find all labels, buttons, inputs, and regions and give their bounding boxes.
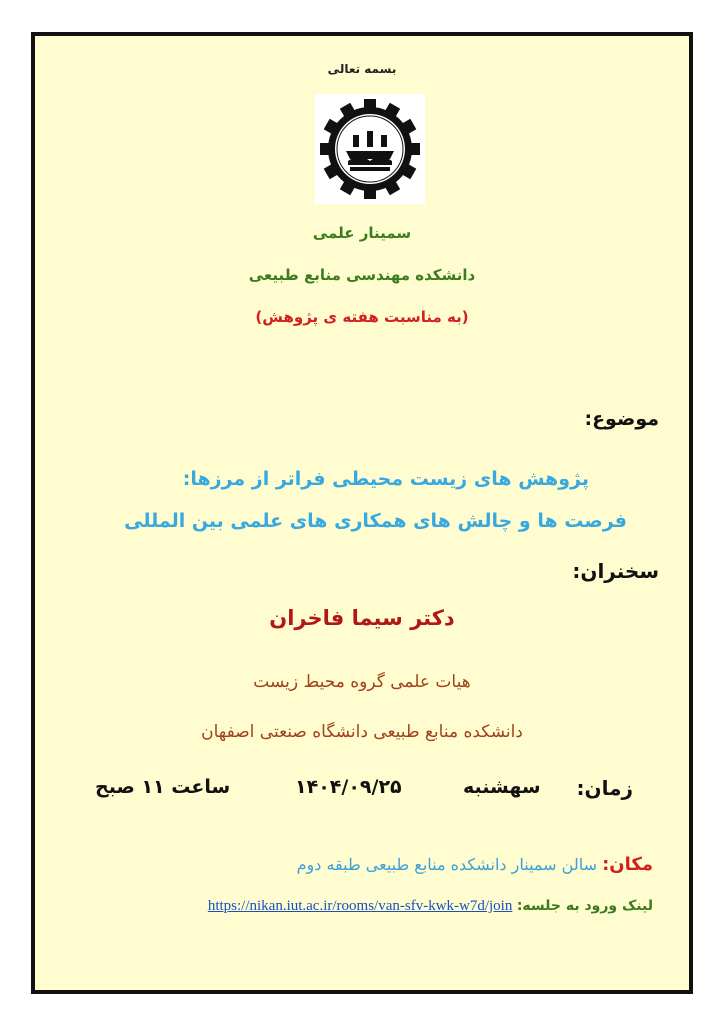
place-row — [297, 854, 653, 875]
seminar-title: سمینار علمی — [312, 224, 412, 242]
bismillah-text: بسمه تعالی — [327, 62, 397, 76]
university-emblem-icon — [315, 94, 425, 204]
time-label: زمان: — [576, 776, 633, 800]
topic-label: موضوع: — [584, 408, 659, 430]
topic-line-1: پژوهش های زیست محیطی فراتر از مرزها: — [182, 468, 589, 490]
speaker-affiliation-2: دانشکده منابع طبیعی دانشگاه صنعتی اصفهان — [201, 722, 523, 742]
topic-line-2: فرصت ها و چالش های همکاری های علمی بین المللی — [124, 510, 627, 532]
link-label: لینک ورود به جلسه: — [516, 898, 653, 914]
time-day: سهشنبه — [463, 776, 541, 798]
university-logo — [315, 94, 425, 204]
speaker-label: سخنران: — [572, 559, 659, 583]
place-value: سالن سمینار دانشکده منابع طبیعی طبقه دوم — [296, 855, 597, 874]
occasion-title: (به مناسبت هفته ی پژوهش) — [255, 308, 469, 326]
speaker-affiliation-1: هیات علمی گروه محیط زیست — [253, 672, 471, 692]
time-date: ۱۴۰۴/۰۹/۲۵ — [295, 776, 402, 798]
meeting-link[interactable]: https://nikan.iut.ac.ir/rooms/van-sfv-kwk-w7d/join — [207, 898, 513, 914]
time-hour: ساعت ۱۱ صبح — [95, 776, 231, 798]
place-label: مکان: — [602, 854, 653, 875]
faculty-title: دانشکده مهندسی منابع طبیعی — [248, 266, 476, 284]
speaker-name: دکتر سیما فاخران — [269, 606, 455, 630]
link-row — [208, 898, 653, 915]
poster-frame — [31, 32, 693, 994]
